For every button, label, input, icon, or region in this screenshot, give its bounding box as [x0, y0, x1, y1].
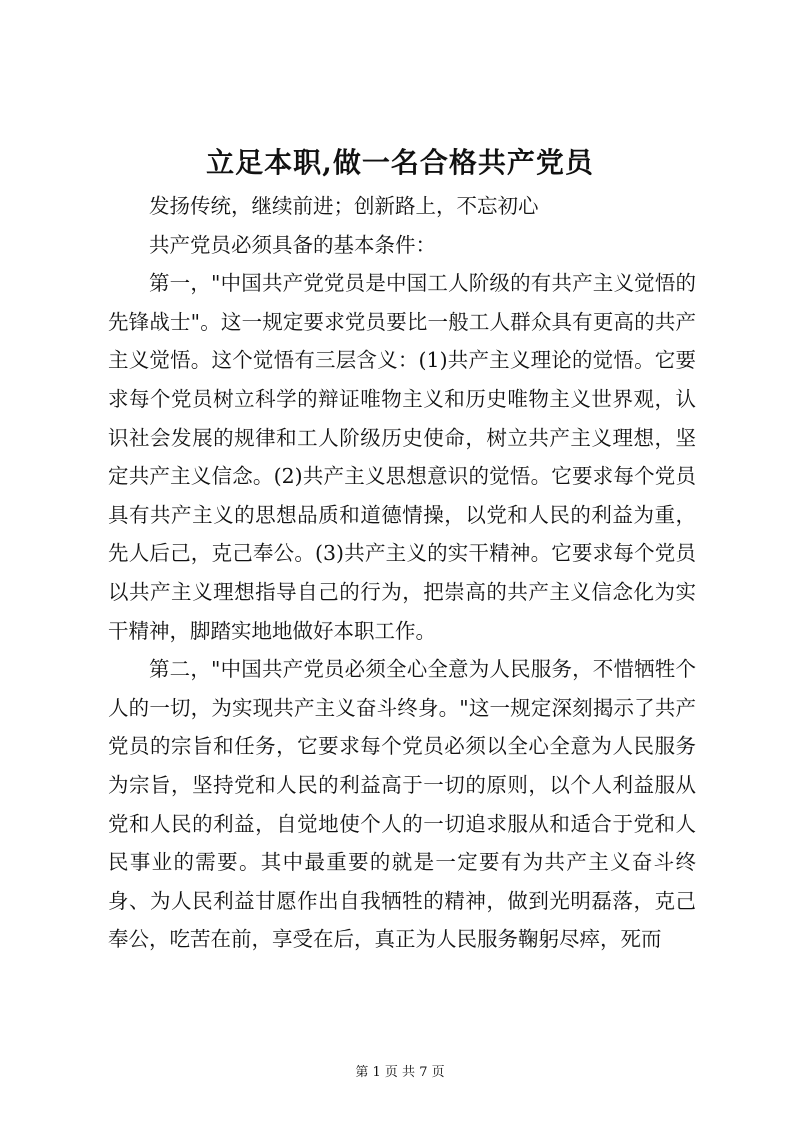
condition-one-paragraph: 第一，"中国共产党党员是中国工人阶级的有共产主义觉悟的先锋战士"。这一规定要求党员要比一般工人群众具有更高的共产主义觉悟。这个觉悟有三层含义：(1)共产主义理论的觉悟。它要求每个党员树立科学的辩证唯物主义和历史唯物主义世界观，认识社会发展的规律和工人阶级历史使命，树立共产主义理想，坚定共产主义信念。(2)共产主义思想意识的觉悟。它要求每个党员具有共产主义的思想品质和道德情操，以党和人民的利益为重，先人后己，克己奉公。(3)共产主义的实干精神。它要求每个党员以共产主义理想指导自己的行为，把崇高的共产主义信念化为实干精神，脚踏实地地做好本职工作。	[108, 271, 696, 643]
condition-two-paragraph: 第二，"中国共产党员必须全心全意为人民服务，不惜牺牲个人的一切，为实现共产主义奋斗终身。"这一规定深刻揭示了共产党员的宗旨和任务，它要求每个党员必须以全心全意为人民服务为宗旨，坚持党和人民的利益高于一切的原则，以个人利益服从党和人民的利益，自觉地使个人的一切追求服从和适合于党和人民事业的需要。其中最重要的就是一定要有为共产主义奋斗终身、为人民利益甘愿作出自我牺牲的精神，做到光明磊落，克己奉公，吃苦在前，享受在后，真正为人民服务鞠躬尽瘁，死而	[108, 657, 696, 952]
subtitle-paragraph: 发扬传统，继续前进；创新路上，不忘初心	[149, 194, 539, 218]
page-number-footer: 第 1 页 共 7 页	[355, 1065, 445, 1080]
document-title: 立足本职,做一名合格共产党员	[206, 146, 594, 179]
document-body	[108, 187, 696, 959]
conditions-heading-paragraph: 共产党员必须具备的基本条件：	[149, 232, 436, 257]
